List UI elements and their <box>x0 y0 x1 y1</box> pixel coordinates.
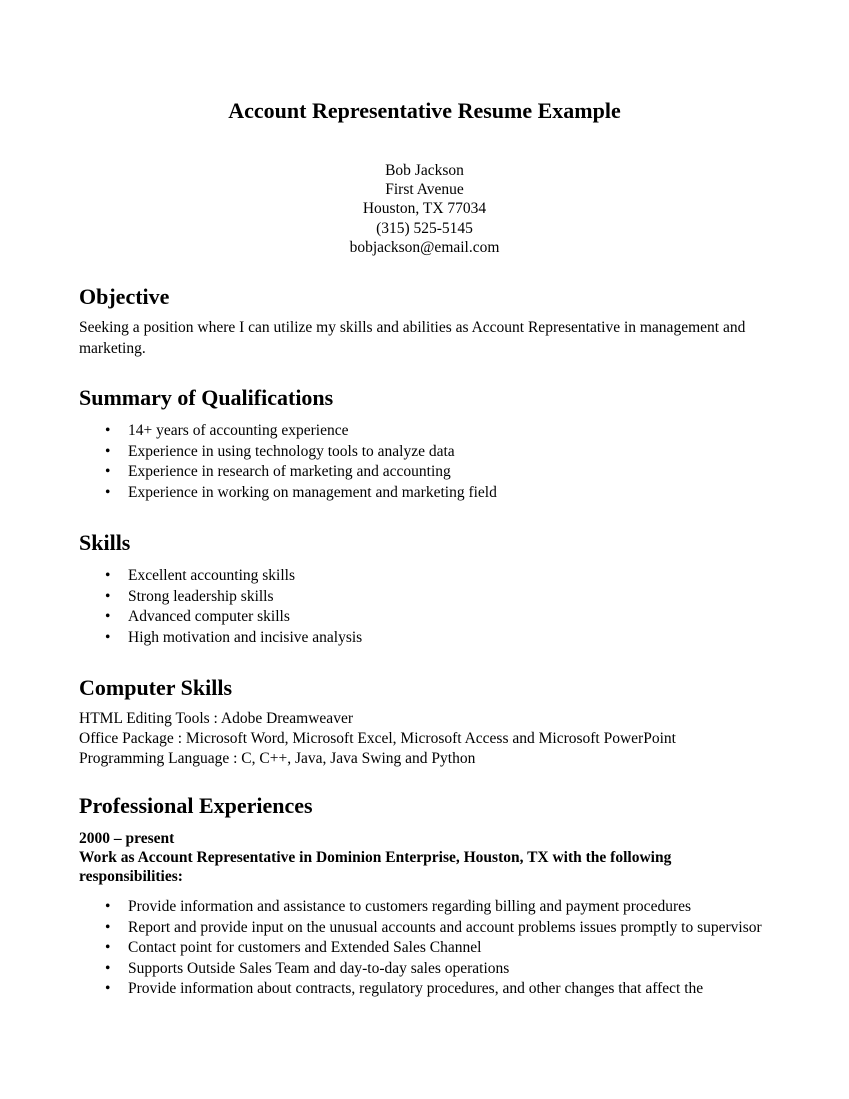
bullet-icon: • <box>105 628 111 646</box>
list-item-text: Contact point for customers and Extended Sales Channel <box>128 939 482 956</box>
objective-text: Seeking a position where I can utilize my skills and abilities as Account Representative in management and marketing. <box>79 319 746 357</box>
bullet-icon: • <box>105 442 111 460</box>
contact-block <box>0 161 849 257</box>
document-title: Account Representative Resume Example <box>228 98 621 123</box>
experience-header <box>79 829 759 887</box>
list-item-text: Advanced computer skills <box>128 608 290 625</box>
computer-skill-line: Office Package : Microsoft Word, Microsoft Excel, Microsoft Access and Microsoft PowerPoint <box>79 729 676 747</box>
computer-skills-heading: Computer Skills <box>79 675 233 700</box>
list-item-text: Experience in research of marketing and accounting <box>128 463 451 480</box>
responsibilities-list <box>79 897 769 1000</box>
list-item-text: Provide information about contracts, regulatory procedures, and other changes that affect the <box>128 980 704 997</box>
bullet-icon: • <box>105 422 111 439</box>
list-item-text: Experience in working on management and marketing field <box>128 483 497 501</box>
bullet-icon: • <box>105 980 111 997</box>
bullet-icon: • <box>105 567 111 584</box>
list-item <box>79 959 769 980</box>
list-item-text: Supports Outside Sales Team and day-to-day sales operations <box>128 959 510 977</box>
contact-phone: (315) 525-5145 <box>376 219 473 237</box>
list-item <box>79 628 769 649</box>
list-item-text: Provide information and assistance to customers regarding billing and payment procedures <box>128 898 692 915</box>
list-item <box>79 938 769 959</box>
list-item <box>79 918 769 939</box>
qualifications-heading: Summary of Qualifications <box>79 385 334 410</box>
list-item <box>79 483 769 504</box>
contact-street: First Avenue <box>385 181 464 199</box>
skills-list <box>79 566 769 648</box>
list-item-text: 14+ years of accounting experience <box>128 422 349 439</box>
list-item-text: High motivation and incisive analysis <box>128 628 363 646</box>
computer-skills-list <box>79 709 779 768</box>
list-item <box>79 442 769 463</box>
bullet-icon: • <box>105 898 111 915</box>
experience-heading: Professional Experiences <box>79 793 313 818</box>
computer-skill-line: HTML Editing Tools : Adobe Dreamweaver <box>79 710 353 727</box>
bullet-icon: • <box>105 608 111 625</box>
list-item-text: Report and provide input on the unusual accounts and account problems issues promptly to supervisor <box>128 918 762 936</box>
list-item <box>79 462 769 483</box>
contact-name: Bob Jackson <box>385 162 464 179</box>
computer-skill-line: Programming Language : C, C++, Java, Java Swing and Python <box>79 749 476 767</box>
bullet-icon: • <box>105 463 111 480</box>
list-item <box>79 587 769 608</box>
contact-city: Houston, TX 77034 <box>362 200 487 218</box>
skills-heading: Skills <box>79 530 131 555</box>
list-item <box>79 421 769 442</box>
experience-period: 2000 – present <box>79 830 175 847</box>
bullet-icon: • <box>105 959 111 977</box>
qualifications-list <box>79 421 769 503</box>
list-item-text: Strong leadership skills <box>128 587 274 605</box>
list-item <box>79 897 769 918</box>
bullet-icon: • <box>105 587 111 605</box>
bullet-icon: • <box>105 483 111 501</box>
list-item-text: Experience in using technology tools to analyze data <box>128 442 455 460</box>
objective-heading: Objective <box>79 284 170 309</box>
list-item <box>79 979 769 1000</box>
list-item <box>79 607 769 628</box>
bullet-icon: • <box>105 939 111 956</box>
list-item-text: Excellent accounting skills <box>128 567 296 584</box>
list-item <box>79 566 769 587</box>
experience-position: Work as Account Representative in Dominion Enterprise, Houston, TX with the following responsibilities: <box>79 849 672 886</box>
contact-email: bobjackson@email.com <box>349 238 500 256</box>
bullet-icon: • <box>105 918 111 936</box>
